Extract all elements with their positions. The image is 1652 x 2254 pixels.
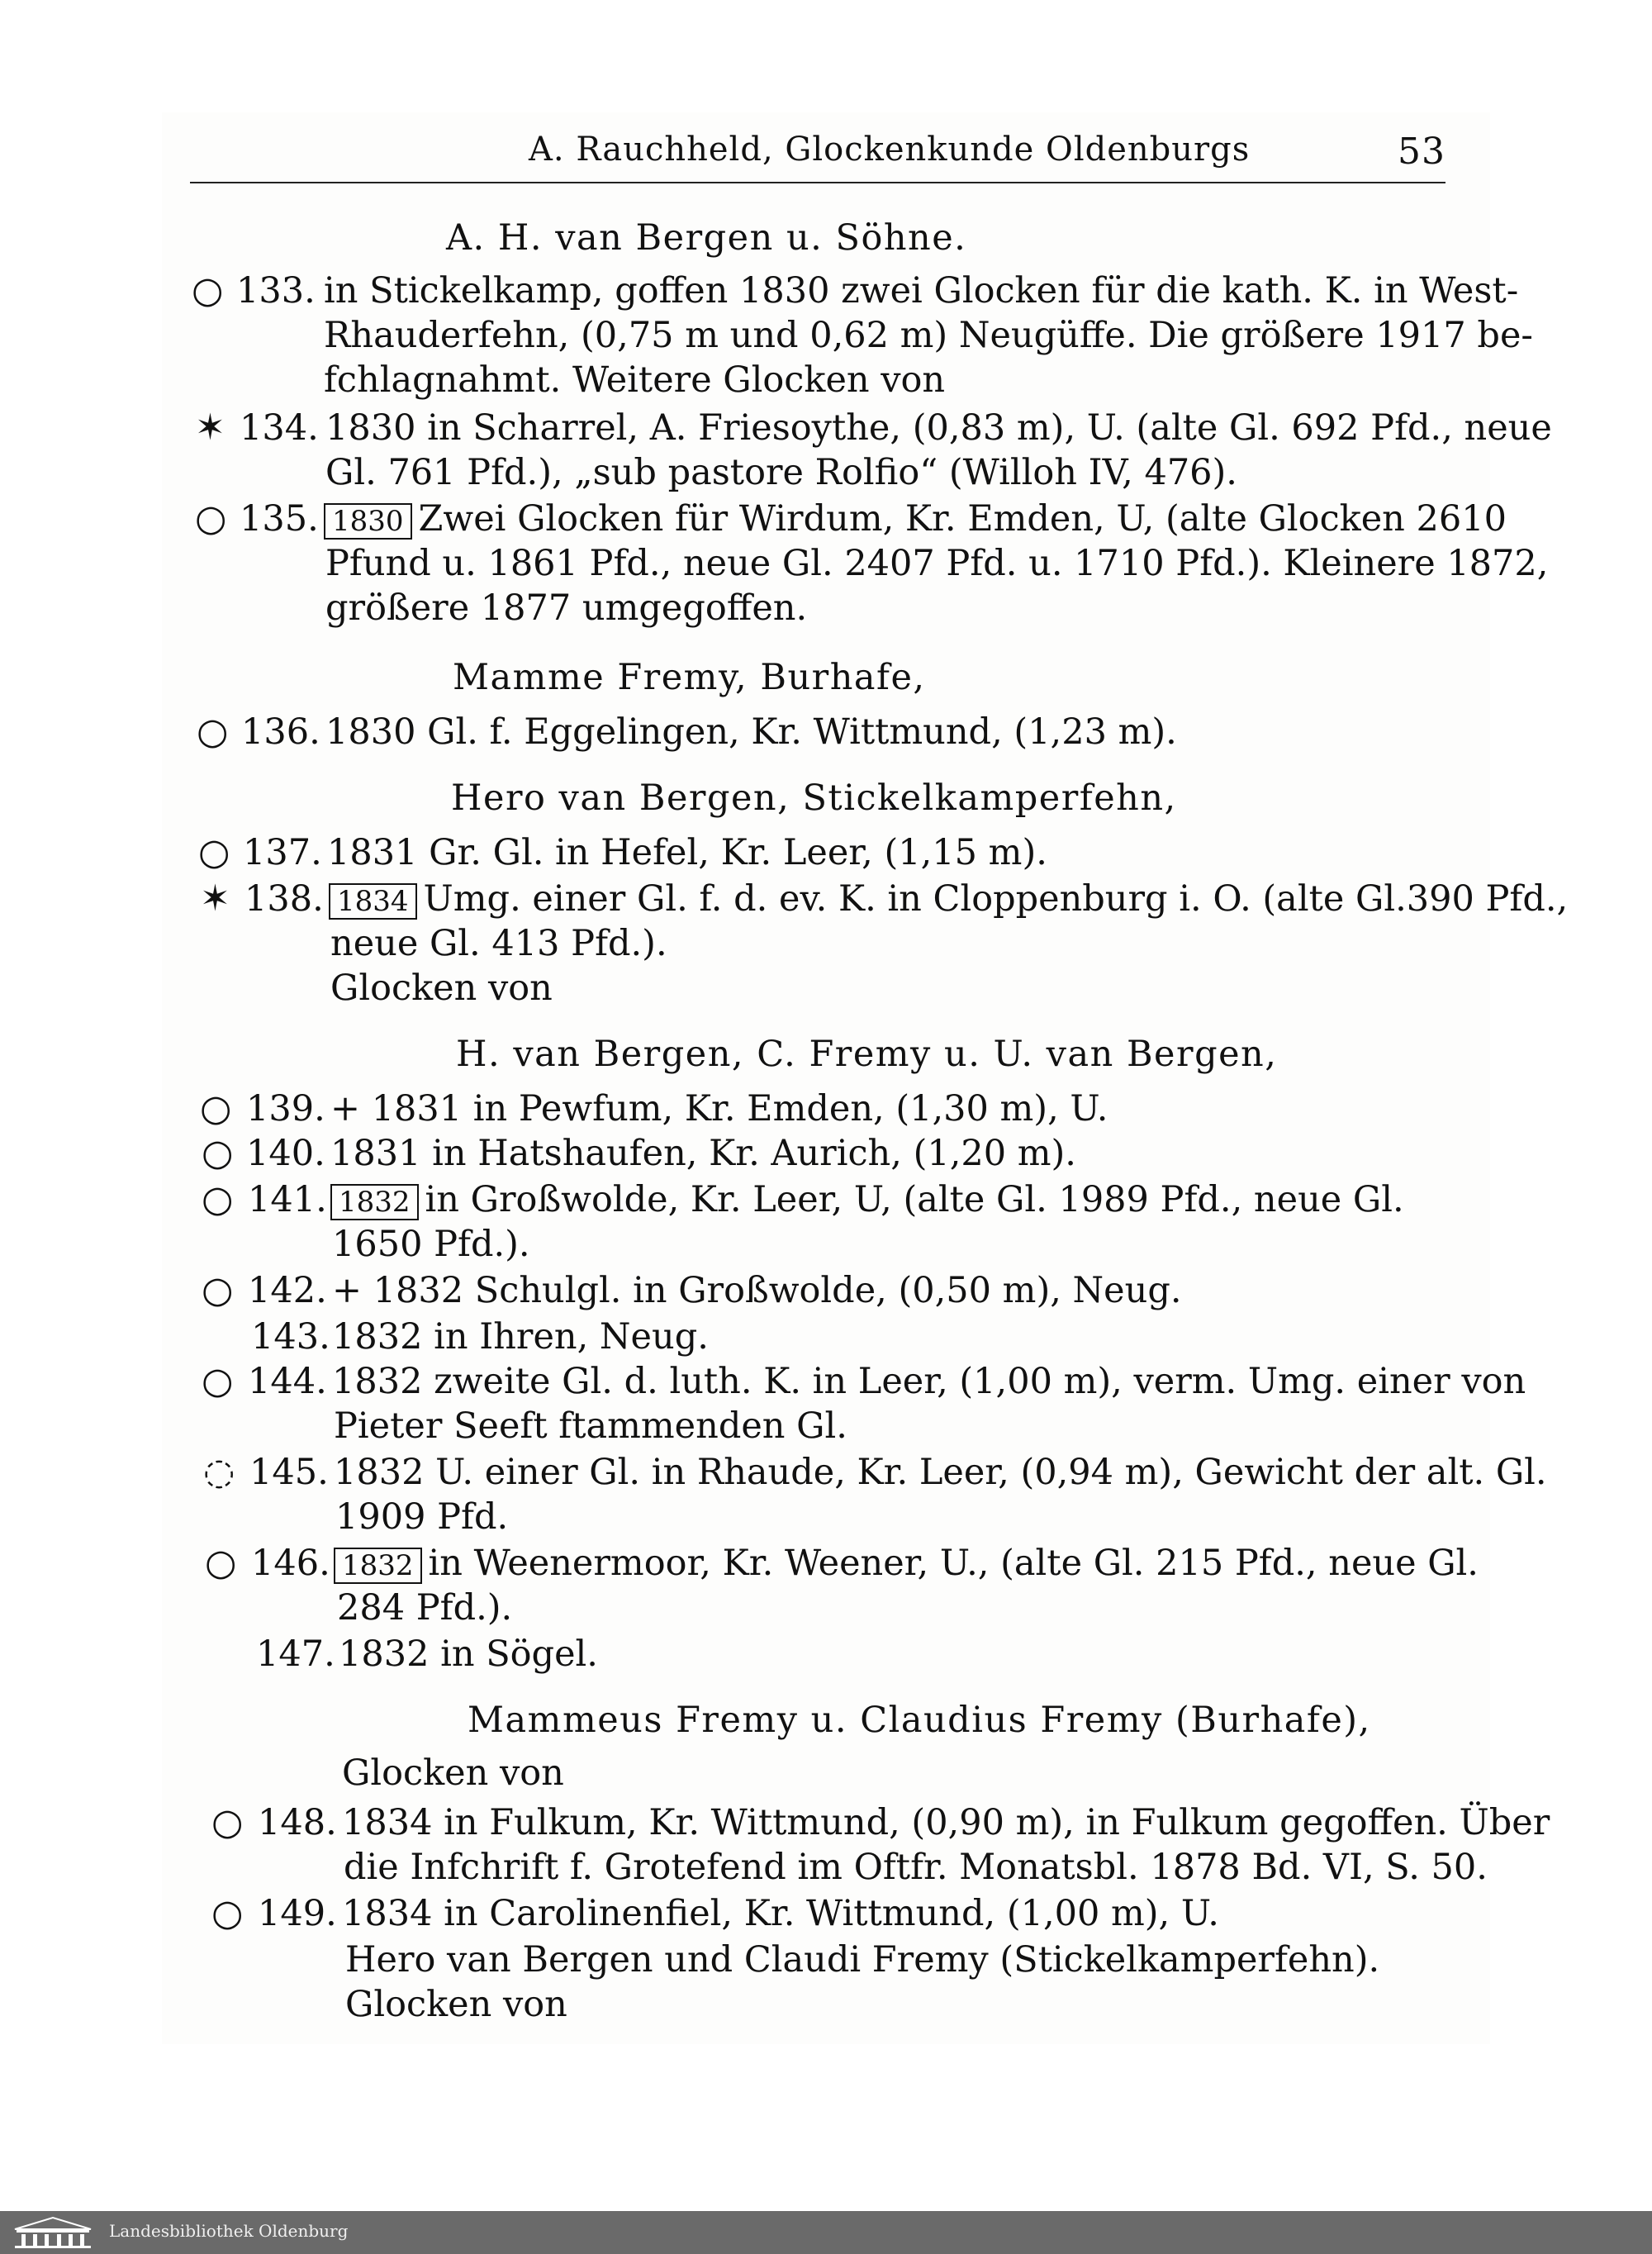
boxed-year: 1832 — [330, 1184, 419, 1220]
entry-text: 1831 Gr. Gl. in Hefel, Kr. Leer, (1,15 m). — [327, 832, 1047, 873]
circle-marker-icon: ○ — [200, 1087, 232, 1129]
circle-marker-icon: ○ — [211, 1801, 244, 1843]
circle-marker-icon: ○ — [202, 1269, 234, 1311]
entry-text: 1832 U. einer Gl. in Rhaude, Kr. Leer, (0,94 m), Gewicht der alt. Gl. — [334, 1452, 1547, 1493]
entry-text: 1832 in Ihren, Neug. — [332, 1316, 709, 1358]
circle-marker-icon: ◌ — [203, 1451, 235, 1493]
entry-text: 1909 Pfd. — [335, 1496, 509, 1538]
circle-marker-icon: ○ — [202, 1360, 234, 1402]
entry-number: 146. — [251, 1543, 330, 1584]
section-heading: A. H. van Bergen u. Söhne. — [446, 217, 967, 259]
entry-text: Zwei Glocken für Wirdum, Kr. Emden, U, (alte Glocken 2610 — [418, 498, 1507, 540]
entry-text: in Weenermoor, Kr. Weener, U., (alte Gl. 215 Pfd., neue Gl. — [428, 1543, 1479, 1584]
entry-text: die Infchrift f. Grotefend im Oftfr. Monatsbl. 1878 Bd. VI, S. 50. — [344, 1847, 1488, 1888]
entry-number: 137. — [243, 832, 322, 873]
circle-marker-icon: ○ — [211, 1892, 244, 1934]
circle-marker-icon: ○ — [195, 497, 227, 540]
entry-text: in Stickelkamp, goffen 1830 zwei Glocken für die kath. K. in West- — [324, 270, 1519, 311]
entry-text: neue Gl. 413 Pfd.). — [330, 923, 667, 964]
entry-text: größere 1877 umgegoffen. — [325, 587, 808, 629]
entry-text: Gl. 761 Pfd.), „sub pastore Rolfio“ (Willoh IV, 476). — [325, 452, 1237, 493]
entry-number: 136. — [241, 711, 320, 753]
entry-text: in Großwolde, Kr. Leer, U, (alte Gl. 1989 Pfd., neue Gl. — [425, 1179, 1404, 1220]
section-heading: H. van Bergen, C. Fremy u. U. van Bergen, — [456, 1034, 1278, 1075]
header-rule — [190, 182, 1446, 183]
entry-text: 1830 Gl. f. Eggelingen, Kr. Wittmund, (1,23 m). — [325, 711, 1177, 753]
entry-text: 1830 in Scharrel, A. Friesoythe, (0,83 m), U. (alte Gl. 692 Pfd., neue — [325, 407, 1552, 449]
entry-number: 134. — [240, 407, 319, 449]
entry-text: 1650 Pfd.). — [332, 1224, 530, 1265]
library-footer — [0, 2211, 1652, 2254]
library-name: Landesbibliothek Oldenburg — [109, 2221, 349, 2241]
running-title: A. Rauchheld, Glockenkunde Oldenburgs — [529, 131, 1251, 169]
entry-number: 139. — [246, 1088, 325, 1129]
boxed-year: 1832 — [334, 1548, 422, 1584]
entry-text: Glocken von — [345, 1984, 567, 2025]
entry-text: 1832 zweite Gl. d. luth. K. in Leer, (1,00 m), verm. Umg. einer von — [332, 1361, 1526, 1402]
boxed-year: 1830 — [324, 503, 412, 540]
entry-number: 149. — [258, 1893, 337, 1934]
entry-text: Hero van Bergen und Claudi Fremy (Stickelkamperfehn). — [345, 1939, 1380, 1981]
entry-number: 140. — [246, 1133, 325, 1174]
entry-text: fchlagnahmt. Weitere Glocken von — [324, 359, 946, 401]
entry-text: + 1831 in Pewfum, Kr. Emden, (1,30 m), U. — [330, 1088, 1108, 1129]
circle-marker-icon: ○ — [202, 1132, 234, 1174]
entry-text: Pieter Seeft ftammenden Gl. — [334, 1405, 847, 1447]
page-number: 53 — [1398, 131, 1446, 173]
entry-text: 284 Pfd.). — [337, 1587, 513, 1629]
entry-number: 141. — [248, 1179, 327, 1220]
entry-number: 138. — [244, 878, 324, 920]
star-marker-icon: ✶ — [200, 877, 230, 920]
entry-text: + 1832 Schulgl. in Großwolde, (0,50 m), Neug. — [332, 1270, 1182, 1311]
circle-marker-icon: ○ — [192, 269, 224, 311]
entry-number: 143. — [251, 1316, 330, 1358]
entry-number: 147. — [256, 1633, 335, 1675]
entry-text: Rhauderfehn, (0,75 m und 0,62 m) Neugüffe. Die größere 1917 be- — [324, 315, 1533, 356]
circle-marker-icon: ○ — [205, 1542, 237, 1584]
circle-marker-icon: ○ — [202, 1178, 234, 1220]
library-building-icon — [12, 2216, 94, 2249]
section-heading: Mamme Fremy, Burhafe, — [453, 657, 926, 698]
entry-text: 1831 in Hatshaufen, Kr. Aurich, (1,20 m). — [330, 1133, 1076, 1174]
entry-text: Pfund u. 1861 Pfd., neue Gl. 2407 Pfd. u. 1710 Pfd.). Kleinere 1872, — [325, 543, 1549, 584]
star-marker-icon: ✶ — [195, 407, 225, 449]
entry-text: 1834 in Fulkum, Kr. Wittmund, (0,90 m), in Fulkum gegoffen. Über — [342, 1802, 1550, 1843]
entry-text: Glocken von — [330, 968, 553, 1009]
entry-text: 1832 in Sögel. — [339, 1633, 598, 1675]
entry-number: 144. — [248, 1361, 327, 1402]
entry-number: 142. — [248, 1270, 327, 1311]
entry-number: 148. — [258, 1802, 337, 1843]
circle-marker-icon: ○ — [197, 711, 229, 753]
boxed-year: 1834 — [329, 883, 417, 920]
heading-continuation: Glocken von — [342, 1752, 564, 1794]
section-heading: Mammeus Fremy u. Claudius Fremy (Burhafe), — [468, 1700, 1371, 1741]
entry-number: 133. — [236, 270, 316, 311]
entry-number: 135. — [240, 498, 319, 540]
entry-number: 145. — [249, 1452, 329, 1493]
entry-text: Umg. einer Gl. f. d. ev. K. in Cloppenburg i. O. (alte Gl.390 Pfd., — [423, 878, 1569, 920]
circle-marker-icon: ○ — [198, 831, 230, 873]
section-heading: Hero van Bergen, Stickelkamperfehn, — [451, 777, 1177, 819]
entry-text: 1834 in Carolinenfiel, Kr. Wittmund, (1,00 m), U. — [342, 1893, 1219, 1934]
